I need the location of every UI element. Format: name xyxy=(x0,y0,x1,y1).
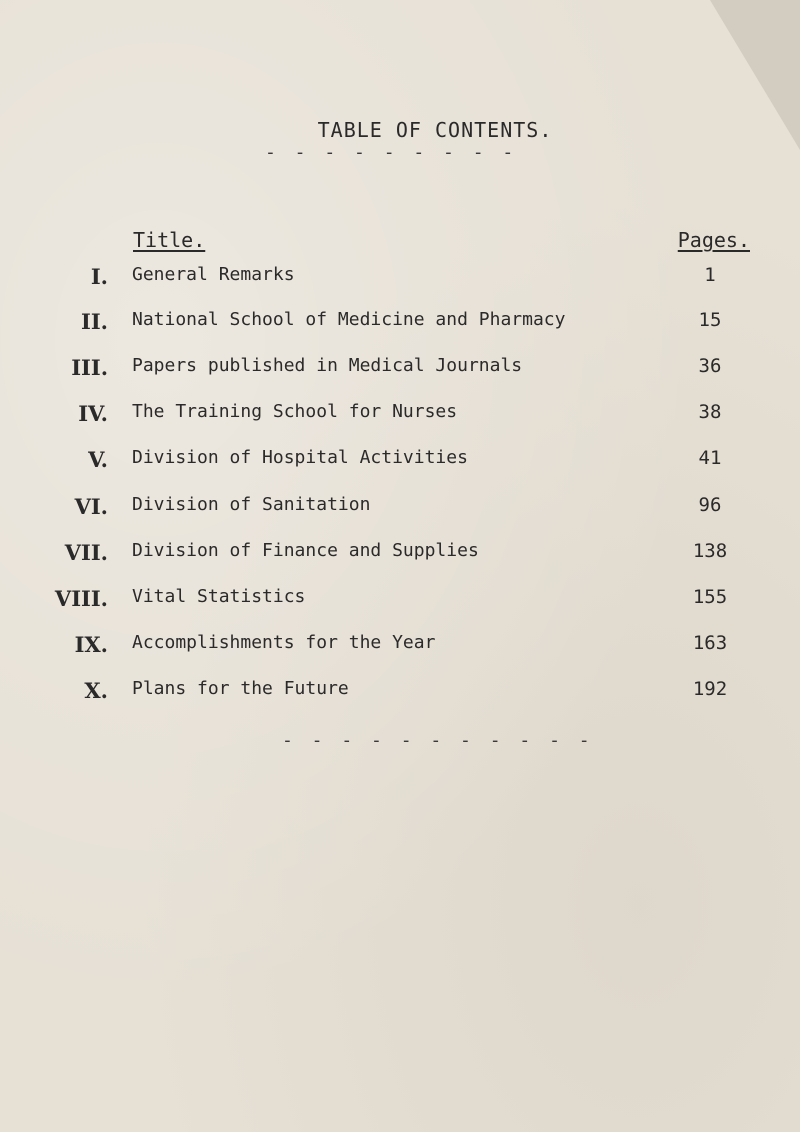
entry-number: VI. xyxy=(74,494,108,519)
entry-title: General Remarks xyxy=(132,264,295,285)
entry-page: 41 xyxy=(698,447,722,469)
entry-number: X. xyxy=(84,678,108,703)
entry-page: 138 xyxy=(692,540,728,562)
entry-page: 36 xyxy=(698,355,722,377)
entry-number: IV. xyxy=(78,401,108,426)
toc-entry xyxy=(0,264,800,294)
entry-number: I. xyxy=(90,264,108,289)
entry-title: The Training School for Nurses xyxy=(132,401,458,422)
entry-page: 15 xyxy=(698,309,722,331)
toc-entry xyxy=(0,494,800,524)
toc-entry xyxy=(0,632,800,662)
entry-number: IX. xyxy=(74,632,108,657)
entry-page: 192 xyxy=(692,678,728,700)
entry-number: VII. xyxy=(64,540,108,565)
toc-entry xyxy=(0,586,800,616)
page-title-text: TABLE OF CONTENTS. xyxy=(317,118,553,142)
entry-page: 96 xyxy=(698,494,722,516)
toc-entry xyxy=(0,401,800,431)
entry-number: III. xyxy=(71,355,108,380)
column-header-pages: Pages. xyxy=(677,228,750,252)
toc-entry xyxy=(0,678,800,708)
entry-title: Plans for the Future xyxy=(132,678,349,699)
entry-page: 155 xyxy=(692,586,728,608)
closing-divider: - - - - - - - - - - - xyxy=(282,730,594,751)
entry-title: Division of Hospital Activities xyxy=(132,447,468,468)
entry-page: 38 xyxy=(698,401,722,423)
toc-entry xyxy=(0,447,800,477)
toc-entry xyxy=(0,309,800,339)
toc-entry xyxy=(0,540,800,570)
entry-number: V. xyxy=(88,447,108,472)
entry-title: Papers published in Medical Journals xyxy=(132,355,523,376)
entry-title: Division of Finance and Supplies xyxy=(132,540,479,561)
title-divider: - - - - - - - - - xyxy=(265,142,518,163)
entry-page: 1 xyxy=(704,264,716,286)
entry-title: Division of Sanitation xyxy=(132,494,371,515)
entry-number: II. xyxy=(81,309,108,334)
entry-title: National School of Medicine and Pharmacy xyxy=(132,309,566,330)
entry-page: 163 xyxy=(692,632,728,654)
entry-title: Accomplishments for the Year xyxy=(132,632,436,653)
toc-entry xyxy=(0,355,800,385)
entry-title: Vital Statistics xyxy=(132,586,306,607)
page-title xyxy=(0,118,800,142)
column-header-title: Title. xyxy=(133,228,206,252)
entry-number: VIII. xyxy=(54,586,108,611)
